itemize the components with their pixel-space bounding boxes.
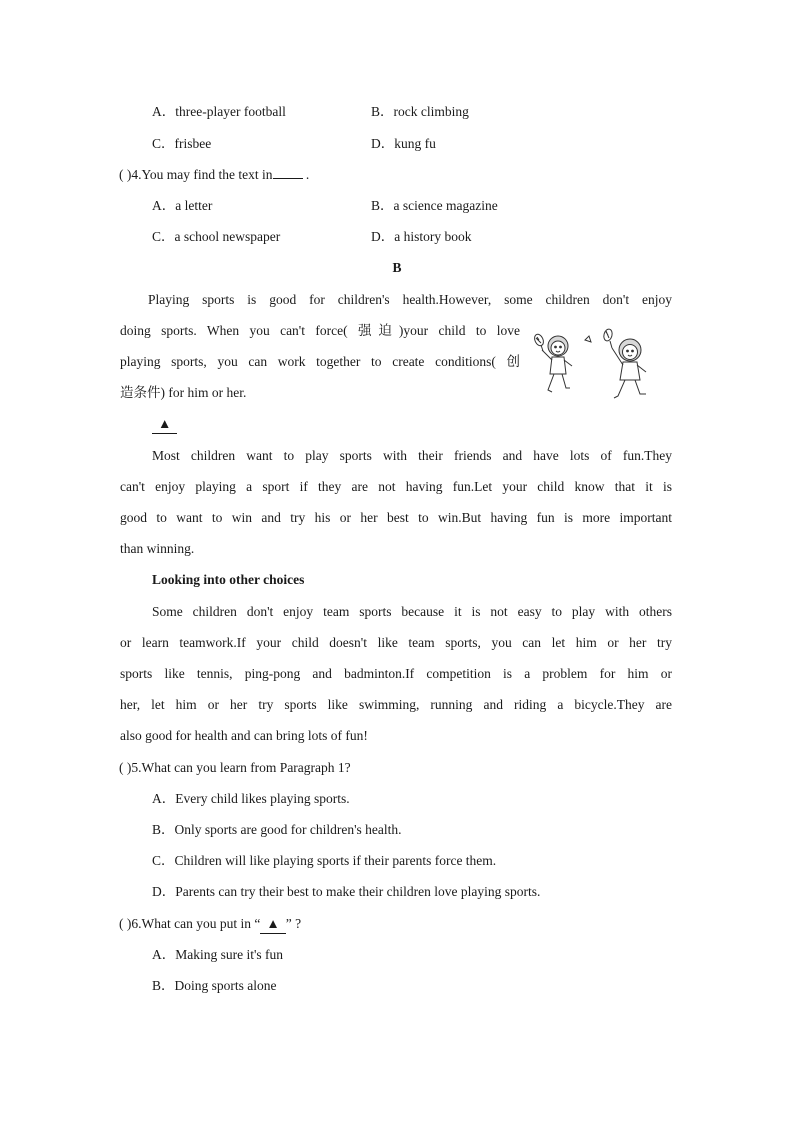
passage-p2-line3: good to want to win and try his or her best to win.But having fun is more important [120, 510, 672, 525]
q6-triangle-marker: ▲ [260, 915, 285, 934]
passage-p1-line4: 造条件) for him or her. [120, 385, 247, 400]
q4-answer-blank [273, 166, 303, 179]
q4-stem-suffix: . [302, 167, 310, 182]
q5-option-c: C．Children will like playing sports if their parents force them. [152, 853, 497, 868]
q6-stem-text: ( )6.What can you put in “ [119, 916, 261, 931]
q5-stem: ( )5.What can you learn from Paragraph 1? [119, 760, 351, 775]
q4-stem-text: ( )4.You may find the text in [119, 167, 273, 182]
q4-option-c: C．a school newspaper [152, 229, 281, 244]
q4-stem [119, 166, 309, 184]
q6-stem-suffix: ” ? [285, 916, 302, 931]
passage-p1-line1: Playing sports is good for children's health.However, some children don't enjoy [148, 292, 672, 307]
badminton-children-illustration [530, 326, 660, 406]
q6-option-b: B．Doing sports alone [152, 978, 277, 993]
section-title: B [392, 260, 402, 275]
passage-blank-marker [152, 415, 177, 434]
q5-option-a: A．Every child likes playing sports. [152, 791, 350, 806]
passage-p1-line2: doing sports. When you can't force( 强迫)your child to love [120, 323, 520, 338]
passage-p2-line2: can't enjoy playing a sport if they are not having fun.Let your child know that it is [120, 479, 672, 494]
passage-p3-line1: Some children don't enjoy team sports because it is not easy to play with others [152, 604, 672, 619]
passage-subheading: Looking into other choices [152, 572, 305, 587]
passage-p1-line3: playing sports, you can work together to create conditions( 创 [120, 354, 520, 369]
passage-p3-line4: her, let him or her try sports like swimming, running and riding a bicycle.They are [120, 697, 672, 712]
q4-option-d: D．a history book [371, 229, 472, 244]
passage-p2-line1: Most children want to play sports with their friends and have lots of fun.They [152, 448, 672, 463]
q3-option-b: B．rock climbing [371, 104, 469, 119]
passage-p3-line3: sports like tennis, ping-pong and badminton.If competition is a problem for him or [120, 666, 672, 681]
passage-p2-line4: than winning. [120, 541, 195, 556]
q4-option-a: A．a letter [152, 198, 213, 213]
q5-option-b: B．Only sports are good for children's health. [152, 822, 402, 837]
q6-stem [119, 915, 301, 934]
triangle-marker: ▲ [152, 415, 177, 434]
q3-option-a: A．three-player football [152, 104, 286, 119]
q3-option-d: D．kung fu [371, 136, 436, 151]
passage-p3-line5: also good for health and can bring lots of fun! [120, 728, 368, 743]
passage-p3-line2: or learn teamwork.If your child doesn't like team sports, you can let him or her try [120, 635, 672, 650]
q6-option-a: A．Making sure it's fun [152, 947, 284, 962]
q3-option-c: C．frisbee [152, 136, 212, 151]
q4-option-b: B．a science magazine [371, 198, 498, 213]
q5-option-d: D．Parents can try their best to make their children love playing sports. [152, 884, 541, 899]
